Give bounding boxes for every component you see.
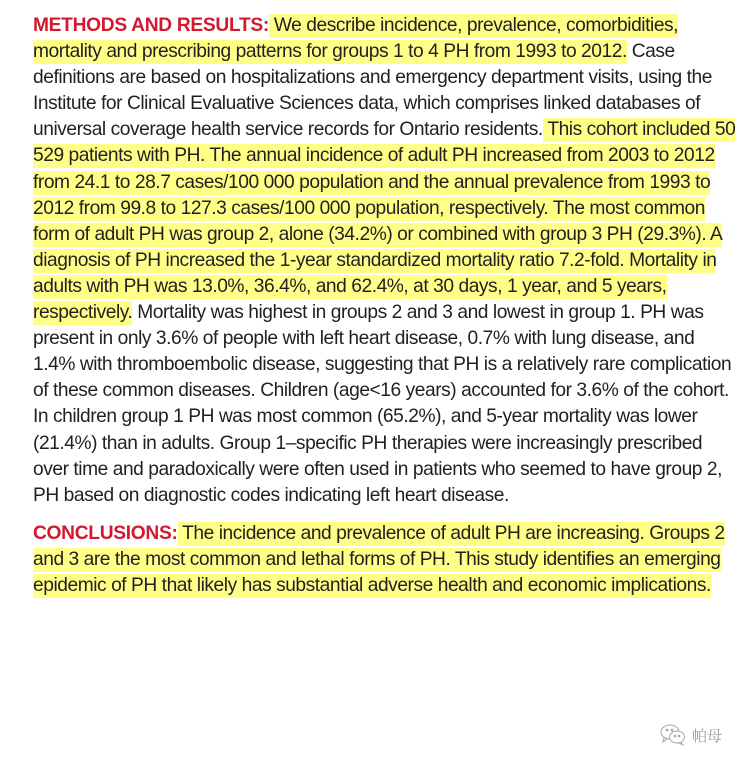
methods-results-label: METHODS AND RESULTS:	[33, 15, 269, 36]
highlighted-text: We describe incidence, prevalence, comorbidities, mortality and prescribing patterns for groups 1 to 4 PH from 1993 to 2012.	[33, 15, 679, 63]
plain-text: Case definitions are based on hospitalizations and emergency department visits, using the Institute for Clinical Evaluative Sciences data, which comprises linked databases of universal coverage health service records for Ontario residents.	[33, 41, 712, 141]
wechat-icon	[660, 724, 686, 746]
methods-results-paragraph	[33, 13, 738, 509]
highlighted-text: This cohort included 50 529 patients with PH. The annual incidence of adult PH increased from 2003 to 2012 from 24.1 to 28.7 cases/100 000 population and the annual prevalence from 1993 to 2012 from 99.8 to 127.3 cases/100 000 population, respectively. The most common form of adult PH was group 2, alone (34.2%) or combined with group 3 PH (29.3%). A diagnosis of PH increased the 1-year standardized mortality ratio 7.2-fold. Mortality in adults with PH was 13.0%, 36.4%, and 62.4%, at 30 days, 1 year, and 5 years, respectively.	[33, 119, 736, 324]
watermark	[660, 724, 722, 746]
conclusions-paragraph	[33, 521, 738, 599]
conclusions-label: CONCLUSIONS:	[33, 522, 178, 544]
watermark-text: 帕母	[692, 726, 723, 745]
plain-text: Mortality was highest in groups 2 and 3 and lowest in group 1. PH was present in only 3.6% of people with left heart disease, 0.7% with lung disease, and 1.4% with thromboembolic disease, suggesting that PH is a relatively rare complication of these common diseases. Children (age<16 years) accounted for 3.6% of the cohort. In children group 1 PH was most common (65.2%), and 5-year mortality was lower (21.4%) than in adults. Group 1–specific PH therapies were increasingly prescribed over time and paradoxically were often used in patients who seemed to have group 2, PH based on diagnostic codes indicating left heart disease.	[33, 302, 732, 506]
abstract-section	[33, 13, 738, 599]
highlighted-text: The incidence and prevalence of adult PH are increasing. Groups 2 and 3 are the most common and lethal forms of PH. This study identifies an emerging epidemic of PH that likely has substantial adverse health and economic implications.	[33, 522, 725, 596]
